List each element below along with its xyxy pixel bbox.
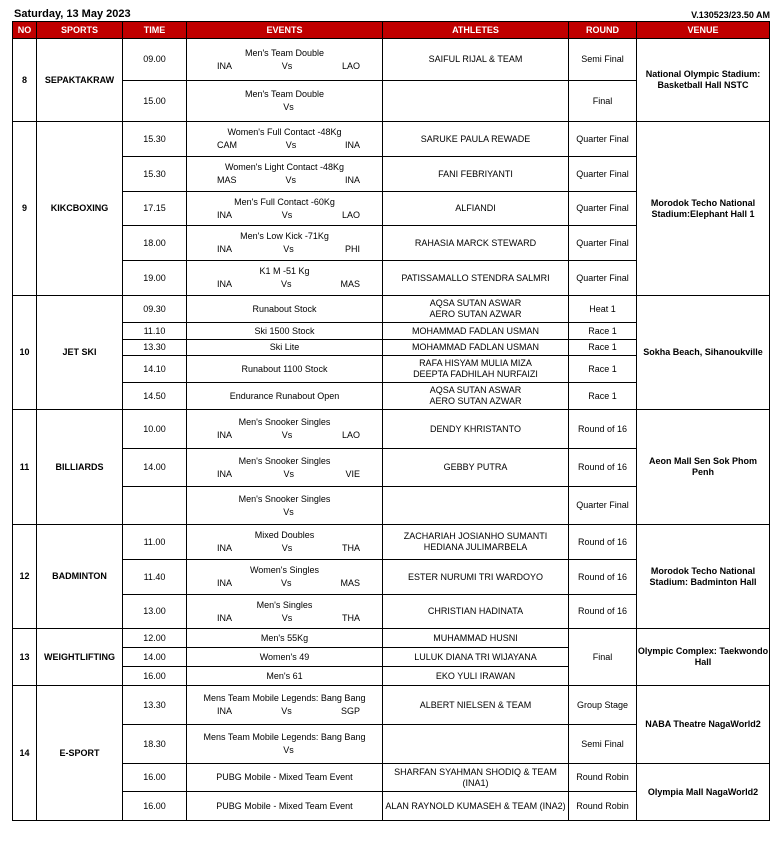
event-cell	[187, 595, 383, 629]
athletes-cell	[383, 525, 569, 560]
vs-label: Vs	[280, 578, 292, 588]
sport-name: KIKCBOXING	[37, 122, 123, 296]
team-b: LAO	[341, 430, 360, 440]
venue-cell: Olympia Mall NagaWorld2	[637, 764, 770, 821]
header-row	[13, 22, 770, 39]
team-a: INA	[217, 209, 233, 220]
athletes-cell	[383, 595, 569, 629]
athlete-name: ALAN RAYNOLD KUMASEH & TEAM (INA2)	[385, 800, 566, 811]
team-a: INA	[217, 430, 233, 440]
event-time: 09.00	[123, 39, 187, 81]
round-cell: Race 1	[569, 340, 637, 356]
athletes-cell	[383, 629, 569, 648]
athletes-cell	[383, 356, 569, 383]
athletes-cell	[383, 39, 569, 81]
sport-name: SEPAKTAKRAW	[37, 39, 123, 122]
vs-label: Vs	[283, 468, 294, 479]
event-cell	[187, 157, 383, 192]
team-a: CAM	[217, 140, 237, 150]
team-b: INA	[344, 140, 360, 150]
team-a: INA	[217, 706, 233, 716]
team-a: INA	[217, 543, 233, 553]
venue-cell: Morodok Techo National Stadium: Badminton Hall	[637, 525, 770, 629]
team-b: PHI	[344, 244, 360, 254]
round-cell: Round of 16	[569, 525, 637, 560]
athletes-cell	[383, 648, 569, 667]
athletes-cell	[383, 667, 569, 686]
event-name: Men's Low Kick -71Kg	[240, 231, 329, 241]
group-no: 12	[13, 525, 37, 629]
athlete-name: MOHAMMAD FADLAN USMAN	[411, 342, 539, 352]
event-cell	[187, 226, 383, 261]
athletes-cell	[383, 340, 569, 356]
table-row	[13, 296, 770, 323]
team-a: INA	[217, 468, 233, 479]
athlete-name: ZACHARIAH JOSIANHO SUMANTI	[403, 531, 548, 541]
team-b: VIE	[345, 468, 360, 479]
col-no: NO	[13, 22, 37, 39]
round-cell: Semi Final	[569, 725, 637, 764]
sport-name: WEIGHTLIFTING	[37, 629, 123, 686]
team-b: MAS	[340, 578, 360, 588]
event-time: 13.30	[123, 686, 187, 725]
event-time: 19.00	[123, 261, 187, 296]
team-a: INA	[217, 279, 233, 289]
team-a: INA	[217, 578, 233, 588]
event-name: Men's Snooker Singles	[238, 455, 331, 466]
event-cell	[187, 487, 383, 525]
athlete-name: MUHAMMAD HUSNI	[433, 632, 518, 643]
event-cell	[187, 122, 383, 157]
event-time: 09.30	[123, 296, 187, 323]
event-name: Mixed Doubles	[254, 530, 315, 540]
event-cell	[187, 192, 383, 226]
venue-cell: Morodok Techo National Stadium:Elephant Hall 1	[637, 122, 770, 296]
col-venue: VENUE	[637, 22, 770, 39]
sport-name: BILLIARDS	[37, 410, 123, 525]
event-cell	[187, 560, 383, 595]
event-name: Men's Team Double	[244, 47, 325, 58]
athlete-name: ESTER NURUMI TRI WARDOYO	[407, 571, 543, 582]
round-cell: Quarter Final	[569, 192, 637, 226]
athlete-name: CHRISTIAN HADINATA	[427, 606, 524, 616]
athlete-name: RAHASIA MARCK STEWARD	[414, 237, 537, 248]
athlete-name: RAFA HISYAM MULIA MIZA	[419, 358, 532, 368]
team-b: INA	[344, 175, 360, 185]
table-row	[13, 629, 770, 648]
event-time: 18.30	[123, 725, 187, 764]
venue-cell: Olympic Complex: Taekwondo Hall	[637, 629, 770, 686]
athletes-cell	[383, 383, 569, 410]
event-time: 17.15	[123, 192, 187, 226]
round-cell: Round Robin	[569, 792, 637, 821]
event-name: Mens Team Mobile Legends: Bang Bang	[203, 732, 366, 742]
table-row	[13, 410, 770, 449]
event-name: Men's 61	[187, 667, 383, 686]
venue-cell: NABA Theatre NagaWorld2	[637, 686, 770, 764]
athlete-name: ALFIANDI	[455, 203, 496, 213]
col-athletes: ATHLETES	[383, 22, 569, 39]
event-name: Runabout Stock	[187, 296, 383, 323]
event-name: K1 M -51 Kg	[259, 266, 310, 276]
team-a: INA	[217, 612, 233, 623]
round-cell: Quarter Final	[569, 226, 637, 261]
athletes-cell	[383, 449, 569, 487]
vs-label: Vs	[280, 279, 292, 289]
vs-label: Vs	[283, 102, 294, 112]
vs-label: Vs	[281, 209, 293, 220]
event-name: Ski 1500 Stock	[187, 323, 383, 340]
athletes-cell	[383, 296, 569, 323]
vs-label: Vs	[285, 175, 296, 185]
team-a: INA	[217, 60, 233, 71]
col-sports: SPORTS	[37, 22, 123, 39]
athletes-cell	[383, 410, 569, 449]
team-b: THA	[342, 543, 360, 553]
event-time: 10.00	[123, 410, 187, 449]
col-time: TIME	[123, 22, 187, 39]
athlete-name: AQSA SUTAN ASWAR	[429, 298, 522, 308]
event-name: Men's Full Contact -60Kg	[234, 196, 335, 207]
round-cell: Quarter Final	[569, 122, 637, 157]
table-row	[13, 686, 770, 725]
vs-label: Vs	[285, 140, 297, 150]
event-time: 15.00	[123, 81, 187, 122]
round-cell: Final	[569, 81, 637, 122]
athletes-cell	[383, 81, 569, 122]
vs-label: Vs	[281, 60, 293, 71]
round-cell: Race 1	[569, 383, 637, 410]
athletes-cell	[383, 725, 569, 764]
group-no: 14	[13, 686, 37, 821]
event-name: Men's Snooker Singles	[238, 493, 331, 504]
group-no: 9	[13, 122, 37, 296]
athletes-cell	[383, 226, 569, 261]
event-name: Women's Full Contact -48Kg	[227, 127, 342, 137]
round-cell: Round of 16	[569, 449, 637, 487]
athletes-cell	[383, 192, 569, 226]
athletes-cell	[383, 487, 569, 525]
event-time: 11.00	[123, 525, 187, 560]
event-cell	[187, 410, 383, 449]
event-name: Men's Singles	[256, 599, 313, 610]
event-cell	[187, 725, 383, 764]
sport-name: E-SPORT	[37, 686, 123, 821]
athlete-name: AERO SUTAN AZWAR	[429, 396, 522, 406]
event-name: Mens Team Mobile Legends: Bang Bang	[203, 693, 366, 703]
table-row	[13, 764, 770, 792]
round-cell: Round Robin	[569, 764, 637, 792]
table-row	[13, 525, 770, 560]
event-time: 12.00	[123, 629, 187, 648]
event-cell	[187, 261, 383, 296]
event-time: 15.30	[123, 157, 187, 192]
team-b: MAS	[340, 279, 360, 289]
event-time: 11.40	[123, 560, 187, 595]
event-time: 13.00	[123, 595, 187, 629]
event-cell	[187, 686, 383, 725]
col-events: EVENTS	[187, 22, 383, 39]
group-no: 8	[13, 39, 37, 122]
round-cell: Group Stage	[569, 686, 637, 725]
vs-label: Vs	[283, 506, 294, 517]
table-row	[13, 39, 770, 81]
event-time: 13.30	[123, 340, 187, 356]
event-name: Endurance Runabout Open	[187, 383, 383, 410]
athletes-cell	[383, 122, 569, 157]
athlete-name: ALBERT NIELSEN & TEAM	[419, 699, 532, 710]
round-cell: Round of 16	[569, 595, 637, 629]
version-stamp: V.130523/23.50 AM	[691, 10, 770, 20]
team-a: MAS	[217, 175, 237, 185]
event-name: Men's 55Kg	[187, 629, 383, 648]
athletes-cell	[383, 764, 569, 792]
vs-label: Vs	[281, 543, 293, 553]
team-b: THA	[342, 612, 360, 623]
round-cell: Heat 1	[569, 296, 637, 323]
athletes-cell	[383, 157, 569, 192]
team-b: SGP	[340, 706, 360, 716]
event-time: 14.00	[123, 648, 187, 667]
event-cell	[187, 525, 383, 560]
athlete-name: AERO SUTAN AZWAR	[429, 309, 522, 319]
athletes-cell	[383, 792, 569, 821]
athletes-cell	[383, 686, 569, 725]
athlete-name: (INA1)	[462, 777, 489, 788]
venue-cell: Sokha Beach, Sihanoukville	[637, 296, 770, 410]
vs-label: Vs	[281, 612, 293, 623]
round-cell: Round of 16	[569, 410, 637, 449]
event-time: 15.30	[123, 122, 187, 157]
event-name: Men's Team Double	[244, 89, 325, 99]
athletes-cell	[383, 261, 569, 296]
athlete-name: MOHAMMAD FADLAN USMAN	[411, 325, 539, 336]
round-cell: Race 1	[569, 323, 637, 340]
event-name: Women's 49	[187, 648, 383, 667]
round-cell: Semi Final	[569, 39, 637, 81]
table-row	[13, 122, 770, 157]
round-cell: Quarter Final	[569, 487, 637, 525]
event-time: 14.50	[123, 383, 187, 410]
round-cell: Round of 16	[569, 560, 637, 595]
team-b: LAO	[341, 60, 360, 71]
vs-label: Vs	[281, 706, 292, 716]
event-name: Women's Light Contact -48Kg	[224, 162, 345, 172]
schedule-date: Saturday, 13 May 2023	[14, 8, 131, 20]
athlete-name: DEEPTA FADHILAH NURFAIZI	[413, 369, 538, 379]
athlete-name: SHARFAN SYAHMAN SHODIQ & TEAM	[394, 766, 557, 777]
event-name: PUBG Mobile - Mixed Team Event	[187, 792, 383, 821]
event-time: 14.00	[123, 449, 187, 487]
event-cell	[187, 81, 383, 122]
event-cell	[187, 39, 383, 81]
athletes-cell	[383, 323, 569, 340]
sport-name: BADMINTON	[37, 525, 123, 629]
round-cell: Quarter Final	[569, 157, 637, 192]
venue-cell: Aeon Mall Sen Sok Phom Penh	[637, 410, 770, 525]
round-cell: Final	[569, 629, 637, 686]
vs-label: Vs	[281, 430, 293, 440]
event-time: 11.10	[123, 323, 187, 340]
venue-cell: National Olympic Stadium: Basketball Hall NSTC	[637, 39, 770, 122]
athlete-name: DENDY KHRISTANTO	[429, 423, 521, 434]
athlete-name: HEDIANA JULIMARBELA	[423, 542, 528, 552]
event-name: Men's Snooker Singles	[238, 417, 331, 427]
athletes-cell	[383, 560, 569, 595]
event-time: 16.00	[123, 792, 187, 821]
athlete-name: FANI FEBRIYANTI	[438, 168, 513, 179]
event-name: Ski Lite	[187, 340, 383, 356]
athlete-name: SARUKE PAULA REWADE	[420, 133, 531, 144]
event-name: Women's Singles	[249, 565, 320, 575]
schedule-table	[12, 21, 770, 821]
round-cell: Race 1	[569, 356, 637, 383]
athlete-name: EKO YULI IRAWAN	[435, 670, 516, 681]
round-cell: Quarter Final	[569, 261, 637, 296]
event-time: 14.10	[123, 356, 187, 383]
athlete-name: PATISSAMALLO STENDRA SALMRI	[401, 272, 550, 283]
athlete-name: AQSA SUTAN ASWAR	[429, 385, 522, 395]
group-no: 13	[13, 629, 37, 686]
vs-label: Vs	[283, 745, 294, 755]
event-time	[123, 487, 187, 525]
athlete-name: LULUK DIANA TRI WIJAYANA	[414, 651, 537, 662]
athlete-name: SAIFUL RIJAL & TEAM	[428, 54, 523, 64]
vs-label: Vs	[283, 244, 294, 254]
event-name: PUBG Mobile - Mixed Team Event	[187, 764, 383, 792]
team-a: INA	[217, 244, 233, 254]
sport-name: JET SKI	[37, 296, 123, 410]
event-time: 16.00	[123, 764, 187, 792]
top-bar	[12, 4, 772, 22]
col-round: ROUND	[569, 22, 637, 39]
team-b: LAO	[341, 209, 360, 220]
group-no: 10	[13, 296, 37, 410]
group-no: 11	[13, 410, 37, 525]
athlete-name: GEBBY PUTRA	[443, 462, 508, 472]
event-name: Runabout 1100 Stock	[187, 356, 383, 383]
event-time: 16.00	[123, 667, 187, 686]
event-cell	[187, 449, 383, 487]
event-time: 18.00	[123, 226, 187, 261]
